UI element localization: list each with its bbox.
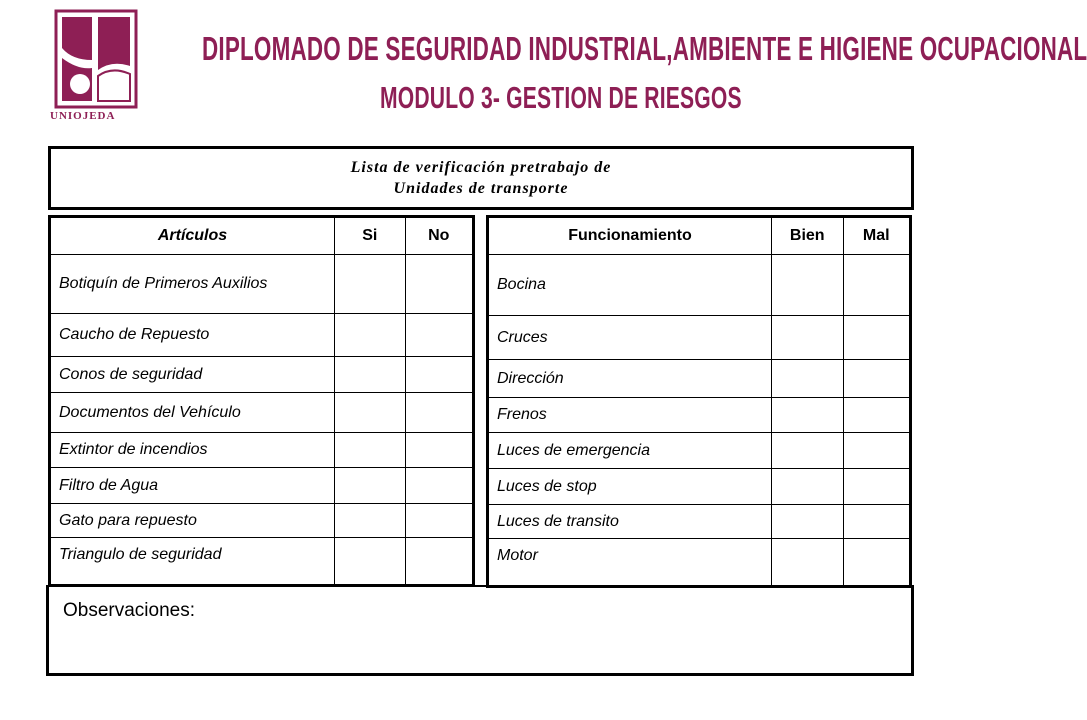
bien-checkbox[interactable] xyxy=(772,316,844,360)
table-row xyxy=(50,504,474,538)
item-label: Luces de transito xyxy=(488,505,772,539)
item-label: Extintor de incendios xyxy=(50,433,335,468)
header-no: No xyxy=(405,217,474,255)
item-label: Luces de stop xyxy=(488,469,772,505)
table-row xyxy=(50,468,474,504)
si-checkbox[interactable] xyxy=(335,314,405,357)
table-row xyxy=(488,433,911,469)
si-checkbox[interactable] xyxy=(335,538,405,586)
header-si: Si xyxy=(335,217,405,255)
mal-checkbox[interactable] xyxy=(843,539,911,587)
bien-checkbox[interactable] xyxy=(772,360,844,398)
no-checkbox[interactable] xyxy=(405,255,474,314)
table-row xyxy=(50,393,474,433)
logo-caption: UNIOJEDA xyxy=(50,110,116,122)
no-checkbox[interactable] xyxy=(405,538,474,586)
observations-field[interactable] xyxy=(46,585,914,676)
mal-checkbox[interactable] xyxy=(843,316,911,360)
mal-checkbox[interactable] xyxy=(843,469,911,505)
si-checkbox[interactable] xyxy=(335,468,405,504)
bien-checkbox[interactable] xyxy=(772,539,844,587)
mal-checkbox[interactable] xyxy=(843,360,911,398)
header-bien: Bien xyxy=(772,217,844,255)
item-label: Luces de emergencia xyxy=(488,433,772,469)
item-label: Caucho de Repuesto xyxy=(50,314,335,357)
table-header-row xyxy=(50,217,474,255)
header-articulos: Artículos xyxy=(50,217,335,255)
si-checkbox[interactable] xyxy=(335,433,405,468)
si-checkbox[interactable] xyxy=(335,357,405,393)
table-row xyxy=(488,360,911,398)
mal-checkbox[interactable] xyxy=(843,398,911,433)
header-funcionamiento: Funcionamiento xyxy=(488,217,772,255)
no-checkbox[interactable] xyxy=(405,504,474,538)
checklist-title-line1: Lista de verificación pretrabajo de xyxy=(350,159,612,176)
table-row xyxy=(488,505,911,539)
item-label: Conos de seguridad xyxy=(50,357,335,393)
table-header-row xyxy=(488,217,911,255)
checklist-title-line2: Unidades de transporte xyxy=(393,180,569,197)
no-checkbox[interactable] xyxy=(405,468,474,504)
bien-checkbox[interactable] xyxy=(772,398,844,433)
item-label: Dirección xyxy=(488,360,772,398)
observations-label: Observaciones: xyxy=(63,600,196,621)
no-checkbox[interactable] xyxy=(405,314,474,357)
table-row xyxy=(488,316,911,360)
table-row xyxy=(50,538,474,586)
table-row xyxy=(488,539,911,587)
mal-checkbox[interactable] xyxy=(843,255,911,316)
header-mal: Mal xyxy=(843,217,911,255)
bien-checkbox[interactable] xyxy=(772,505,844,539)
table-row xyxy=(50,314,474,357)
si-checkbox[interactable] xyxy=(335,393,405,433)
item-label: Gato para repuesto xyxy=(50,504,335,538)
course-title: DIPLOMADO DE SEGURIDAD INDUSTRIAL,AMBIENTE E HIGIENE OCUPACIONAL xyxy=(202,30,1087,67)
bien-checkbox[interactable] xyxy=(772,469,844,505)
no-checkbox[interactable] xyxy=(405,433,474,468)
table-row xyxy=(488,469,911,505)
bien-checkbox[interactable] xyxy=(772,433,844,469)
item-label: Frenos xyxy=(488,398,772,433)
item-label: Documentos del Vehículo xyxy=(50,393,335,433)
table-row xyxy=(50,357,474,393)
table-row xyxy=(488,398,911,433)
no-checkbox[interactable] xyxy=(405,357,474,393)
table-row xyxy=(50,255,474,314)
item-label: Bocina xyxy=(488,255,772,316)
functioning-table xyxy=(486,215,912,588)
no-checkbox[interactable] xyxy=(405,393,474,433)
si-checkbox[interactable] xyxy=(335,504,405,538)
checklist-title-box xyxy=(48,146,914,210)
table-row xyxy=(488,255,911,316)
item-label: Botiquín de Primeros Auxilios xyxy=(50,255,335,314)
bien-checkbox[interactable] xyxy=(772,255,844,316)
item-label: Motor xyxy=(488,539,772,587)
item-label: Cruces xyxy=(488,316,772,360)
articles-table xyxy=(48,215,475,587)
module-title: MODULO 3- GESTION DE RIESGOS xyxy=(380,80,742,115)
table-row xyxy=(50,433,474,468)
item-label: Triangulo de seguridad xyxy=(50,538,335,586)
mal-checkbox[interactable] xyxy=(843,433,911,469)
si-checkbox[interactable] xyxy=(335,255,405,314)
mal-checkbox[interactable] xyxy=(843,505,911,539)
item-label: Filtro de Agua xyxy=(50,468,335,504)
